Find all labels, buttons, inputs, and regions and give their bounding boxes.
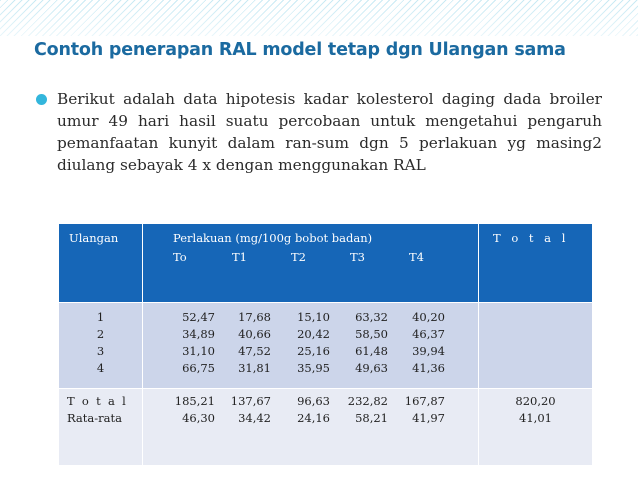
total-cell: 96,63 [297, 394, 330, 408]
mean-cell: 46,30 [182, 411, 215, 425]
replicate-number: 3 [96, 344, 105, 358]
data-cell: 46,37 [412, 327, 445, 341]
grand-total: 820,20 [515, 394, 556, 408]
data-cell: 41,36 [412, 361, 445, 375]
total-cell: 232,82 [347, 394, 388, 408]
table-header-row [59, 224, 593, 303]
mean-cell: 41,97 [412, 411, 445, 425]
total-cell: 185,21 [174, 394, 215, 408]
table-summary-row [59, 389, 593, 466]
treatment-label: T3 [350, 250, 365, 264]
bullet-text: Berikut adalah data hipotesis kadar kolesterol daging dada broiler umur 49 hari hasil suatu percobaan untuk mengetahui pengaruh pemanfaatan kunyit dalam ran-sum dgn 5 perlakuan yg masing2 diulang sebayak 4 x dengan menggunakan RAL [57, 90, 602, 174]
data-cell: 39,94 [412, 344, 445, 358]
header-perlakuan [143, 224, 479, 303]
data-cell: 15,10 [297, 310, 330, 324]
data-cell: 66,75 [182, 361, 215, 375]
data-cell: 52,47 [182, 310, 215, 324]
data-cell: 17,68 [238, 310, 271, 324]
data-row [143, 343, 478, 360]
mean-cell: 24,16 [297, 411, 330, 425]
mean-cell: 34,42 [238, 411, 271, 425]
bullet-paragraph [36, 88, 602, 176]
total-cell: 137,67 [230, 394, 271, 408]
data-cell: 20,42 [297, 327, 330, 341]
slide-title: Contoh penerapan RAL model tetap dgn Ulangan sama [34, 40, 566, 60]
summary-labels [59, 389, 143, 466]
treatment-label: T4 [409, 250, 424, 264]
data-cell: 25,16 [297, 344, 330, 358]
means-row [143, 410, 478, 427]
replicate-number: 4 [96, 361, 105, 375]
data-cell: 40,66 [238, 327, 271, 341]
data-cell: 34,89 [182, 327, 215, 341]
data-cell: 58,50 [355, 327, 388, 341]
replicate-number: 1 [96, 310, 105, 324]
header-perlakuan-label: Perlakuan (mg/100g bobot badan) [173, 231, 373, 245]
data-table [58, 223, 593, 466]
mean-label: Rata-rata [67, 411, 122, 425]
data-cell: 35,95 [297, 361, 330, 375]
treatment-label: T2 [291, 250, 306, 264]
treatment-label: T1 [232, 250, 247, 264]
data-row [143, 326, 478, 343]
total-cell: 167,87 [404, 394, 445, 408]
bullet-icon [36, 94, 47, 105]
data-row [143, 360, 478, 377]
replicate-number: 2 [96, 327, 105, 341]
replicate-numbers [59, 303, 143, 389]
summary-values [143, 389, 479, 466]
header-total: T o t a l [479, 224, 593, 303]
data-cell: 49,63 [355, 361, 388, 375]
observation-values [143, 303, 479, 389]
data-cell: 31,81 [238, 361, 271, 375]
data-cell: 40,20 [412, 310, 445, 324]
total-label: T o t a l [67, 394, 128, 408]
header-ulangan: Ulangan [59, 224, 143, 303]
data-cell: 31,10 [182, 344, 215, 358]
total-empty-cell [479, 303, 593, 389]
totals-row [143, 393, 478, 410]
data-row [143, 309, 478, 326]
grand-summary [479, 389, 593, 466]
data-cell: 63,32 [355, 310, 388, 324]
data-cell: 61,48 [355, 344, 388, 358]
table-body-row [59, 303, 593, 389]
data-cell: 47,52 [238, 344, 271, 358]
background-fade [0, 0, 638, 36]
grand-mean: 41,01 [519, 411, 552, 425]
treatment-label: To [173, 250, 187, 264]
mean-cell: 58,21 [355, 411, 388, 425]
treatment-labels [173, 250, 478, 264]
